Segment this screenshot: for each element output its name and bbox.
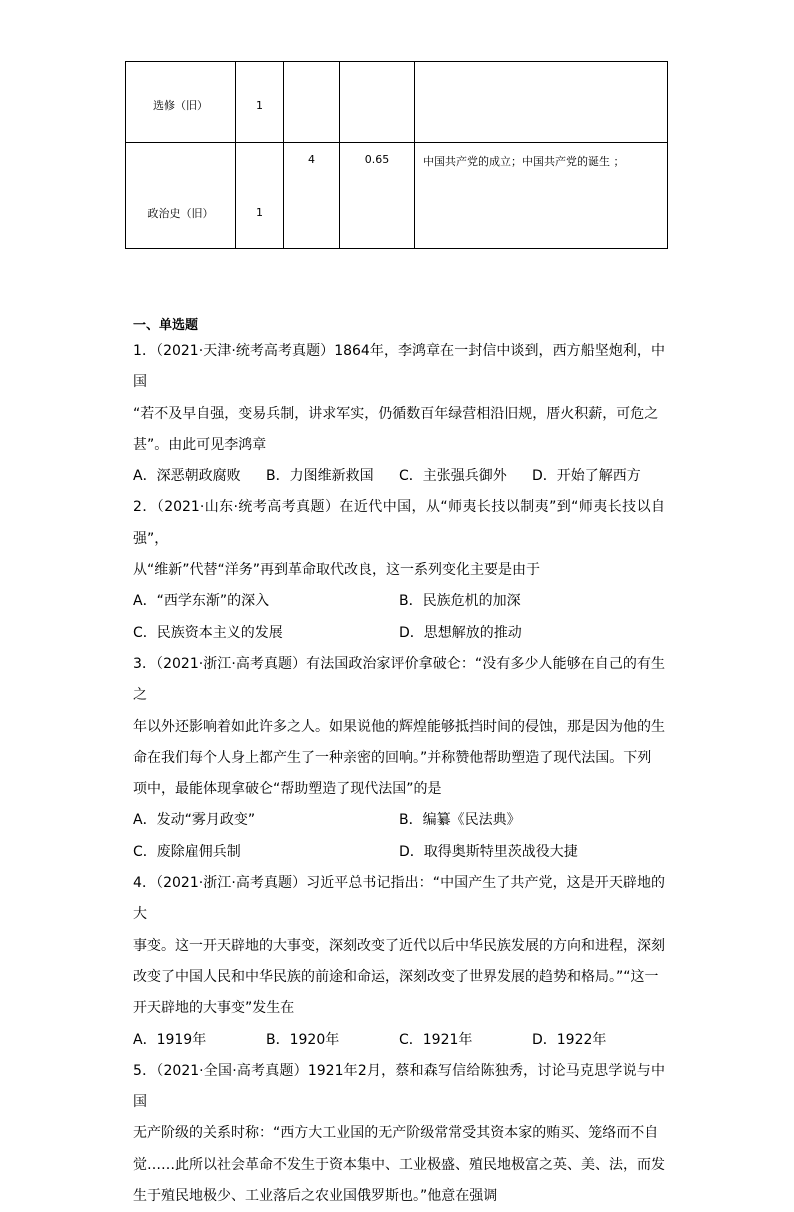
question-5 xyxy=(133,1056,665,1212)
question-line: 5．（2021·全国·高考真题）1921年2月，蔡和森写信给陈独秀，讨论马克思学说与中国 xyxy=(133,1062,665,1111)
option-a[interactable]: A．“西学东渐”的深入 xyxy=(133,593,270,610)
question-line: 无产阶级的关系时称：“西方大工业国的无产阶级常常受其资本家的贿买、笼络而不自 xyxy=(133,1125,659,1142)
table-cell-knowledge-points: 中国共产党的成立；中国共产党的诞生 ； xyxy=(415,143,668,249)
option-d[interactable]: D．开始了解西方 xyxy=(532,468,641,485)
option-b[interactable]: B．民族危机的加深 xyxy=(399,593,521,610)
options xyxy=(133,618,665,649)
question-line: 事变。这一开天辟地的大事变，深刻改变了近代以后中华民族发展的方向和进程，深刻 xyxy=(133,937,665,954)
option-d[interactable]: D．取得奥斯特里茨战役大捷 xyxy=(399,843,578,860)
option-a[interactable]: A．深恶朝政腐败 xyxy=(133,468,241,485)
question-line: 生于殖民地极少、工业落后之农业国俄罗斯也。”他意在强调 xyxy=(133,1188,498,1205)
question-line: 改变了中国人民和中华民族的前途和命运，深刻改变了世界发展的趋势和格局。”“这一 xyxy=(133,968,659,985)
question-2 xyxy=(133,492,665,648)
table-cell-difficulty: 0.65 xyxy=(340,143,415,249)
table-row xyxy=(126,143,668,249)
table-cell-difficulty xyxy=(340,62,415,143)
table-cell-question-number: 4 xyxy=(284,143,340,249)
question-line: 项中，最能体现拿破仑“帮助塑造了现代法国”的是 xyxy=(133,781,442,798)
question-line: 1．（2021·天津·统考高考真题）1864年，李鸿章在一封信中谈到，西方船坚炮利，中国 xyxy=(133,343,665,391)
option-d[interactable]: D．思想解放的推动 xyxy=(399,624,522,641)
section-title: 一、单选题 xyxy=(133,318,199,333)
question-line: 4．（2021·浙江·高考真题）习近平总书记指出：“中国产生了共产党，这是开天辟地的大 xyxy=(133,875,665,923)
options xyxy=(133,461,665,492)
table-cell-category: 选修（旧） xyxy=(126,62,236,143)
table-cell-category: 政治史（旧） xyxy=(126,143,236,249)
options xyxy=(133,805,665,836)
options xyxy=(133,586,665,617)
question-line: 2．（2021·山东·统考高考真题）在近代中国，从“师夷长技以制夷”到“师夷长技以自强”， xyxy=(133,499,665,547)
question-line: 命在我们每个人身上都产生了一种亲密的回响。”并称赞他帮助塑造了现代法国。下列 xyxy=(133,749,652,766)
option-c[interactable]: C．1921年 xyxy=(399,1031,473,1048)
option-c[interactable]: C．民族资本主义的发展 xyxy=(133,624,283,641)
option-c[interactable]: C．主张强兵御外 xyxy=(399,468,507,485)
table-cell-question-number xyxy=(284,62,340,143)
question-1 xyxy=(133,336,665,492)
option-b[interactable]: B．力图维新救国 xyxy=(266,468,374,485)
question-4 xyxy=(133,868,665,1056)
option-d[interactable]: D．1922年 xyxy=(532,1031,607,1048)
knowledge-table xyxy=(125,61,668,249)
question-line: “若不及早自强，变易兵制，讲求军实，仍循数百年绿营相沿旧规，厝火积薪，可危之 xyxy=(133,405,659,422)
question-line: 3．（2021·浙江·高考真题）有法国政治家评价拿破仑：“没有多少人能够在自己的有生之 xyxy=(133,655,665,704)
option-b[interactable]: B．1920年 xyxy=(266,1031,340,1048)
option-c[interactable]: C．废除雇佣兵制 xyxy=(133,843,241,860)
question-line: 从“维新”代替“洋务”再到革命取代改良，这一系列变化主要是由于 xyxy=(133,562,541,579)
question-line: 觉……此所以社会革命不发生于资本集中、工业极盛、殖民地极富之英、美、法，而发 xyxy=(133,1156,665,1173)
question-line: 甚”。由此可见李鸿章 xyxy=(133,436,267,453)
options xyxy=(133,1025,665,1056)
table-cell-count: 1 xyxy=(236,62,284,143)
question-line: 开天辟地的大事变”发生在 xyxy=(133,1000,295,1017)
table-row xyxy=(126,62,668,143)
table-cell-count: 1 xyxy=(236,143,284,249)
option-a[interactable]: A．发动“雾月政变” xyxy=(133,812,256,829)
table-cell-knowledge-points xyxy=(415,62,668,143)
question-line: 年以外还影响着如此许多之人。如果说他的辉煌能够抵挡时间的侵蚀，那是因为他的生 xyxy=(133,718,665,735)
question-list xyxy=(133,336,665,1212)
options xyxy=(133,837,665,868)
question-3 xyxy=(133,649,665,868)
option-a[interactable]: A．1919年 xyxy=(133,1031,207,1048)
option-b[interactable]: B．编纂《民法典》 xyxy=(399,812,521,829)
